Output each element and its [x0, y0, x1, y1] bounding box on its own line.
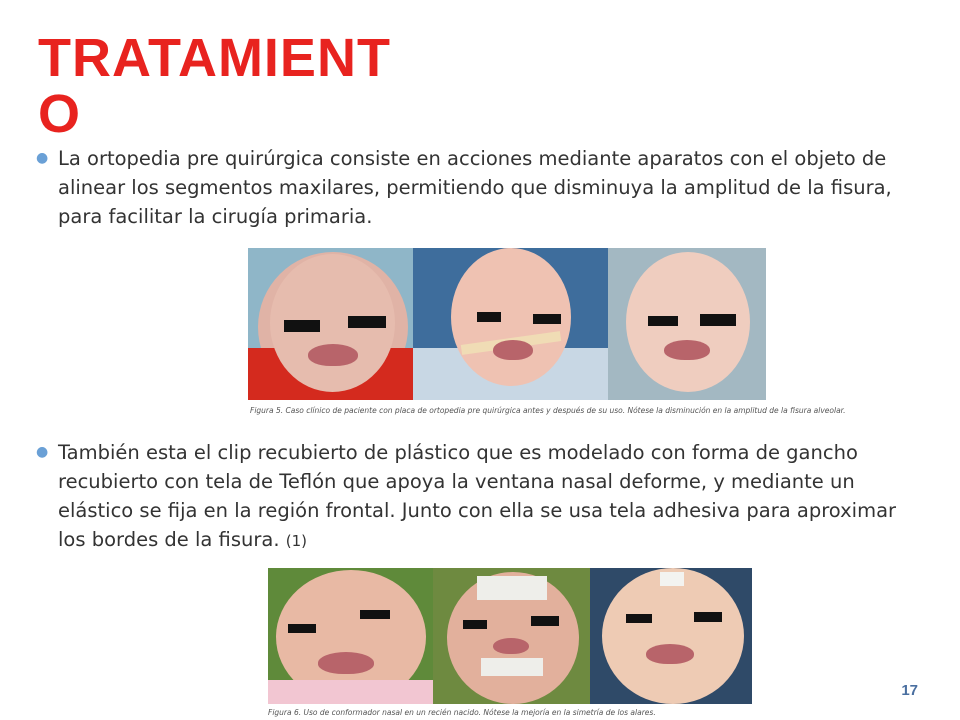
bullet-clip-text: También esta el clip recubierto de plástico que es modelado con forma de gancho recubierto con tela de Teflón que apoya la ventana nasal deforme, y mediante un elástico se fija en la región frontal. Junto con ella se usa tela adhesiva para aproximar los bordes de la fisura.: [58, 441, 897, 551]
patient-photo-5: [433, 568, 590, 704]
bullet-orthopedia: [36, 144, 916, 231]
slide-title: TRATAMIENT O: [38, 28, 391, 144]
figure-5-photos: [248, 248, 766, 400]
bullet-dot-icon: ●: [36, 150, 49, 166]
patient-photo-2: [413, 248, 608, 400]
bullet-text: La ortopedia pre quirúrgica consiste en acciones mediante aparatos con el objeto de alinear los segmentos maxilares, permitiendo que disminuya la amplitud de la fisura, para facilitar la cirugía primaria.: [58, 147, 892, 228]
figure-6-caption: Figura 6. Uso de conformador nasal en un recién nacido. Nótese la mejoría en la simetría de los alares.: [268, 708, 656, 717]
figure-6-photos: [268, 568, 752, 704]
reference-marker: (1): [285, 532, 307, 550]
bullet-text: [58, 438, 916, 556]
patient-photo-6: [590, 568, 752, 704]
patient-photo-3: [608, 248, 766, 400]
patient-photo-1: [248, 248, 413, 400]
figure-5-caption: Figura 5. Caso clínico de paciente con placa de ortopedia pre quirúrgica antes y después de su uso. Nótese la disminución en la amplitud de la fisura alveolar.: [250, 406, 846, 415]
page-number: 17: [901, 682, 918, 699]
patient-photo-4: [268, 568, 433, 704]
bullet-clip: [36, 438, 916, 556]
bullet-dot-icon: ●: [36, 444, 49, 460]
